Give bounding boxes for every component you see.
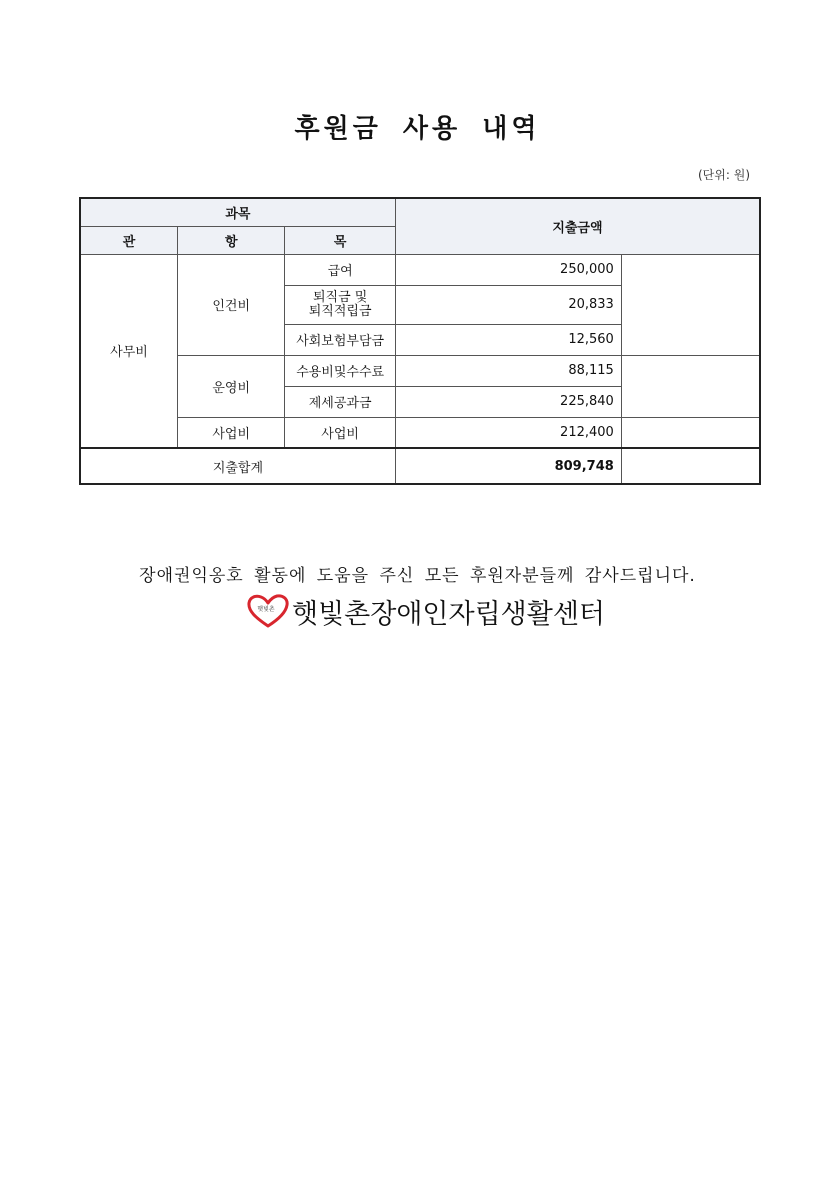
logo-text: 햇빛촌 xyxy=(257,606,275,613)
hang-cell: 인건비 xyxy=(178,254,285,355)
header-mok: 목 xyxy=(285,226,395,254)
total-row xyxy=(80,448,760,484)
table-row xyxy=(80,355,760,386)
mok-cell: 제세공과금 xyxy=(285,386,395,417)
hang-cell: 운영비 xyxy=(178,355,285,417)
amount-cell: 250,000 xyxy=(395,254,621,285)
gwan-cell: 사무비 xyxy=(80,254,178,448)
amount-cell: 20,833 xyxy=(395,285,621,324)
total-label: 지출합계 xyxy=(80,448,395,484)
amount-cell: 88,115 xyxy=(395,355,621,386)
note-cell xyxy=(621,254,760,355)
thanks-message: 장애권익옹호 활동에 도움을 주신 모든 후원자분들께 감사드립니다. xyxy=(139,566,696,586)
total-amount: 809,748 xyxy=(395,448,621,484)
header-subject: 과목 xyxy=(80,198,395,226)
mok-cell: 수용비및수수료 xyxy=(285,355,395,386)
note-cell xyxy=(621,448,760,484)
table-row xyxy=(80,417,760,448)
hang-cell: 사업비 xyxy=(178,417,285,448)
mok-cell: 퇴직금 및 퇴직적립금 xyxy=(285,285,395,324)
mok-cell: 사업비 xyxy=(285,417,395,448)
org-name: 햇빛촌장애인자립생활센터 xyxy=(292,598,605,630)
note-cell xyxy=(621,355,760,417)
amount-cell: 225,840 xyxy=(395,386,621,417)
note-cell xyxy=(621,417,760,448)
unit-note: (단위: 원) xyxy=(698,168,750,182)
table-row xyxy=(80,254,760,285)
mok-cell: 급여 xyxy=(285,254,395,285)
page-title: 후원금 사용 내역 xyxy=(294,114,541,144)
amount-cell: 12,560 xyxy=(395,324,621,355)
heart-logo-icon xyxy=(246,593,290,629)
header-gwan: 관 xyxy=(80,226,178,254)
header-hang: 항 xyxy=(178,226,285,254)
amount-cell: 212,400 xyxy=(395,417,621,448)
header-amount: 지출금액 xyxy=(395,198,760,254)
expense-table xyxy=(79,197,761,485)
org-signature xyxy=(246,593,605,629)
mok-cell: 사회보험부담금 xyxy=(285,324,395,355)
